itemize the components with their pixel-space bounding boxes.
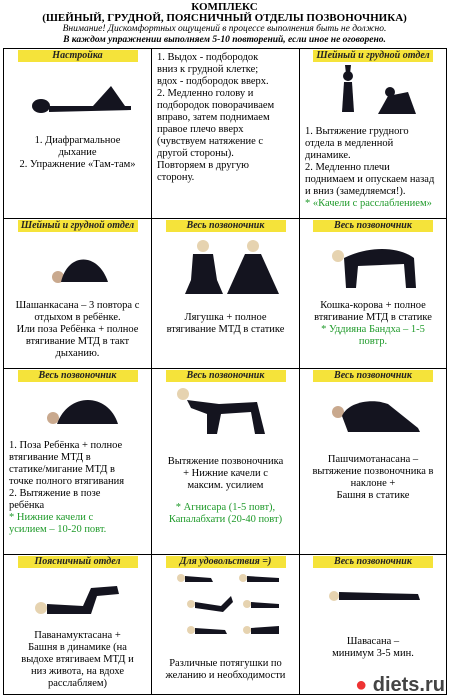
cell-line: 1. Выдох - подбородок: [157, 52, 259, 63]
stretching-poses-figure: [161, 568, 291, 644]
cell-line: максим. усилием: [187, 480, 264, 491]
cell-r1-c1: [4, 49, 152, 219]
cell-line: 1. Диафрагмальное: [34, 135, 121, 146]
cell-line: дыханию.: [55, 348, 100, 359]
green-note: * Нижние качели с: [9, 512, 94, 523]
cell-line: отдыхом в ребёнке.: [34, 312, 121, 323]
apple-icon: ●: [355, 674, 368, 696]
cell-r4-c1: [4, 555, 152, 695]
green-note: усилием – 10-20 повт.: [9, 524, 107, 535]
cell-line: Вытяжение позвоночника: [167, 456, 284, 467]
child-pose-figure: [13, 232, 143, 292]
lying-pose-figure: [13, 62, 143, 117]
cell-line: поднимаем и опускаем назад: [305, 174, 435, 185]
cell-r2-c3: [300, 219, 447, 369]
cell-line: низ живота, на вдохе: [30, 666, 125, 677]
forward-bend-figure: [308, 382, 438, 438]
page-subtitle: (ШЕЙНЫЙ, ГРУДНОЙ, ПОЯСНИЧНЫЙ ОТДЕЛЫ ПОЗВОНОЧНИКА): [42, 12, 407, 24]
cat-cow-figure: [308, 232, 438, 294]
green-note: Капалабхати (20-40 повт): [168, 514, 283, 525]
spine-stretch-figure: [161, 382, 291, 442]
section-tag: Весь позвоночник: [313, 370, 433, 382]
cell-line: Башня в динамике (на: [28, 642, 127, 653]
cell-r3-c3: [300, 369, 447, 555]
exercise-table: [3, 48, 447, 695]
corpse-pose-figure: [308, 568, 438, 618]
cell-line: вправо, затем поднимаем: [157, 112, 270, 123]
cell-line: точке полного втягивания: [9, 476, 125, 487]
cell-line: другой стороны).: [157, 148, 234, 159]
cell-line: отдела в медленной: [305, 138, 394, 149]
cell-line: Лягушка + полное: [184, 312, 267, 323]
cell-line: минимум 3-5 мин.: [332, 648, 414, 659]
section-tag: Весь позвоночник: [313, 556, 433, 568]
green-note: * Агнисара (1-5 повт),: [175, 502, 276, 513]
cell-line: желанию и необходимости: [165, 670, 286, 681]
page-header: [0, 0, 449, 46]
cell-line: вдох - подбородок вверх.: [157, 76, 269, 87]
cell-line: наклоне +: [350, 478, 396, 489]
cell-line: Шавасана –: [346, 636, 400, 647]
cell-line: Пашчимотанасана –: [327, 454, 419, 465]
cell-line: расслабляем): [47, 678, 108, 689]
cell-line: правое плечо вверх: [157, 124, 244, 135]
cell-line: (чувствуем натяжение с: [157, 136, 264, 147]
cell-line: вниз к грудной клетке;: [157, 64, 259, 75]
child-pose-figure: [13, 382, 143, 432]
green-note: * «Качели с расслаблением»: [305, 198, 432, 209]
cell-line: динамике.: [305, 150, 351, 161]
cell-r2-c2: [152, 219, 300, 369]
cell-line: втягивание МТД в статике: [314, 312, 432, 323]
cell-r3-c1: [4, 369, 152, 555]
cell-line: втягивание МТД в статике: [166, 324, 285, 335]
cell-line: 1. Поза Ребёнка + полное: [9, 440, 123, 451]
note-text: В каждом упражнении выполняем 5-10 повторений, если иное не оговорено.: [63, 35, 386, 45]
page-title: КОМПЛЕКС: [191, 1, 258, 13]
cell-line: 2. Медленно голову и: [157, 88, 254, 99]
section-tag: Поясничный отдел: [18, 556, 138, 568]
cell-r2-c1: [4, 219, 152, 369]
watermark-text: diets.ru: [372, 674, 445, 696]
section-tag: Для удовольствия =): [166, 556, 286, 568]
cell-r4-c2: [152, 555, 300, 695]
warning-text: Внимание! Дискомфортных ощущений в процессе выполнения быть не должно.: [62, 24, 387, 34]
cell-line: дыхание: [58, 147, 97, 158]
cell-r3-c2: [152, 369, 300, 555]
cell-line: 2. Вытяжение в позе: [9, 488, 101, 499]
cell-line: втягивание МТД в такт: [25, 336, 130, 347]
cell-line: втягивание МТД в: [9, 452, 91, 463]
cell-r1-c3: [300, 49, 447, 219]
cell-line: Различные потягушки по: [169, 658, 282, 669]
section-tag: Весь позвоночник: [313, 220, 433, 232]
watermark-logo: [355, 674, 445, 697]
cell-line: Или поза Ребёнка + полное: [16, 324, 139, 335]
cell-line: Кошка-корова + полное: [320, 300, 426, 311]
cell-line: вытяжение позвоночника в: [312, 466, 434, 477]
cell-line: Шашанкасана – 3 повтора с: [15, 300, 140, 311]
section-tag: Шейный и грудной отдел: [313, 50, 433, 62]
stretch-pose-figure: [308, 62, 438, 120]
frog-pose-figure: [161, 232, 291, 302]
cell-line: 1. Вытяжение грудного: [305, 126, 409, 137]
section-tag: Шейный и грудной отдел: [18, 220, 138, 232]
cell-line: Повторяем в другую: [157, 160, 249, 171]
cell-line: Башня в статике: [336, 490, 410, 501]
section-tag: Весь позвоночник: [166, 370, 286, 382]
section-tag: Настройка: [18, 50, 138, 62]
cell-line: 2. Упражнение «Там-там»: [19, 159, 136, 170]
green-note: * Уддияна Бандха – 1-5: [321, 324, 425, 335]
knees-to-chest-figure: [13, 568, 143, 624]
section-tag: Весь позвоночник: [166, 220, 286, 232]
cell-line: + Нижние качели с: [183, 468, 268, 479]
cell-line: выдохе втягиваем МТД и: [21, 654, 134, 665]
cell-line: ребёнка: [9, 500, 45, 511]
cell-line: 2. Медленно плечи: [305, 162, 390, 173]
cell-line: сторону.: [157, 172, 195, 183]
cell-line: статике/мигание МТД в: [9, 464, 115, 475]
cell-line: подбородок поворачиваем: [157, 100, 275, 111]
cell-r1-c2: [152, 49, 300, 219]
cell-line: Паванамуктасана +: [34, 630, 121, 641]
section-tag: Весь позвоночник: [18, 370, 138, 382]
green-note: повтр.: [358, 336, 388, 347]
cell-line: и вниз (замедляемся!).: [305, 186, 406, 197]
